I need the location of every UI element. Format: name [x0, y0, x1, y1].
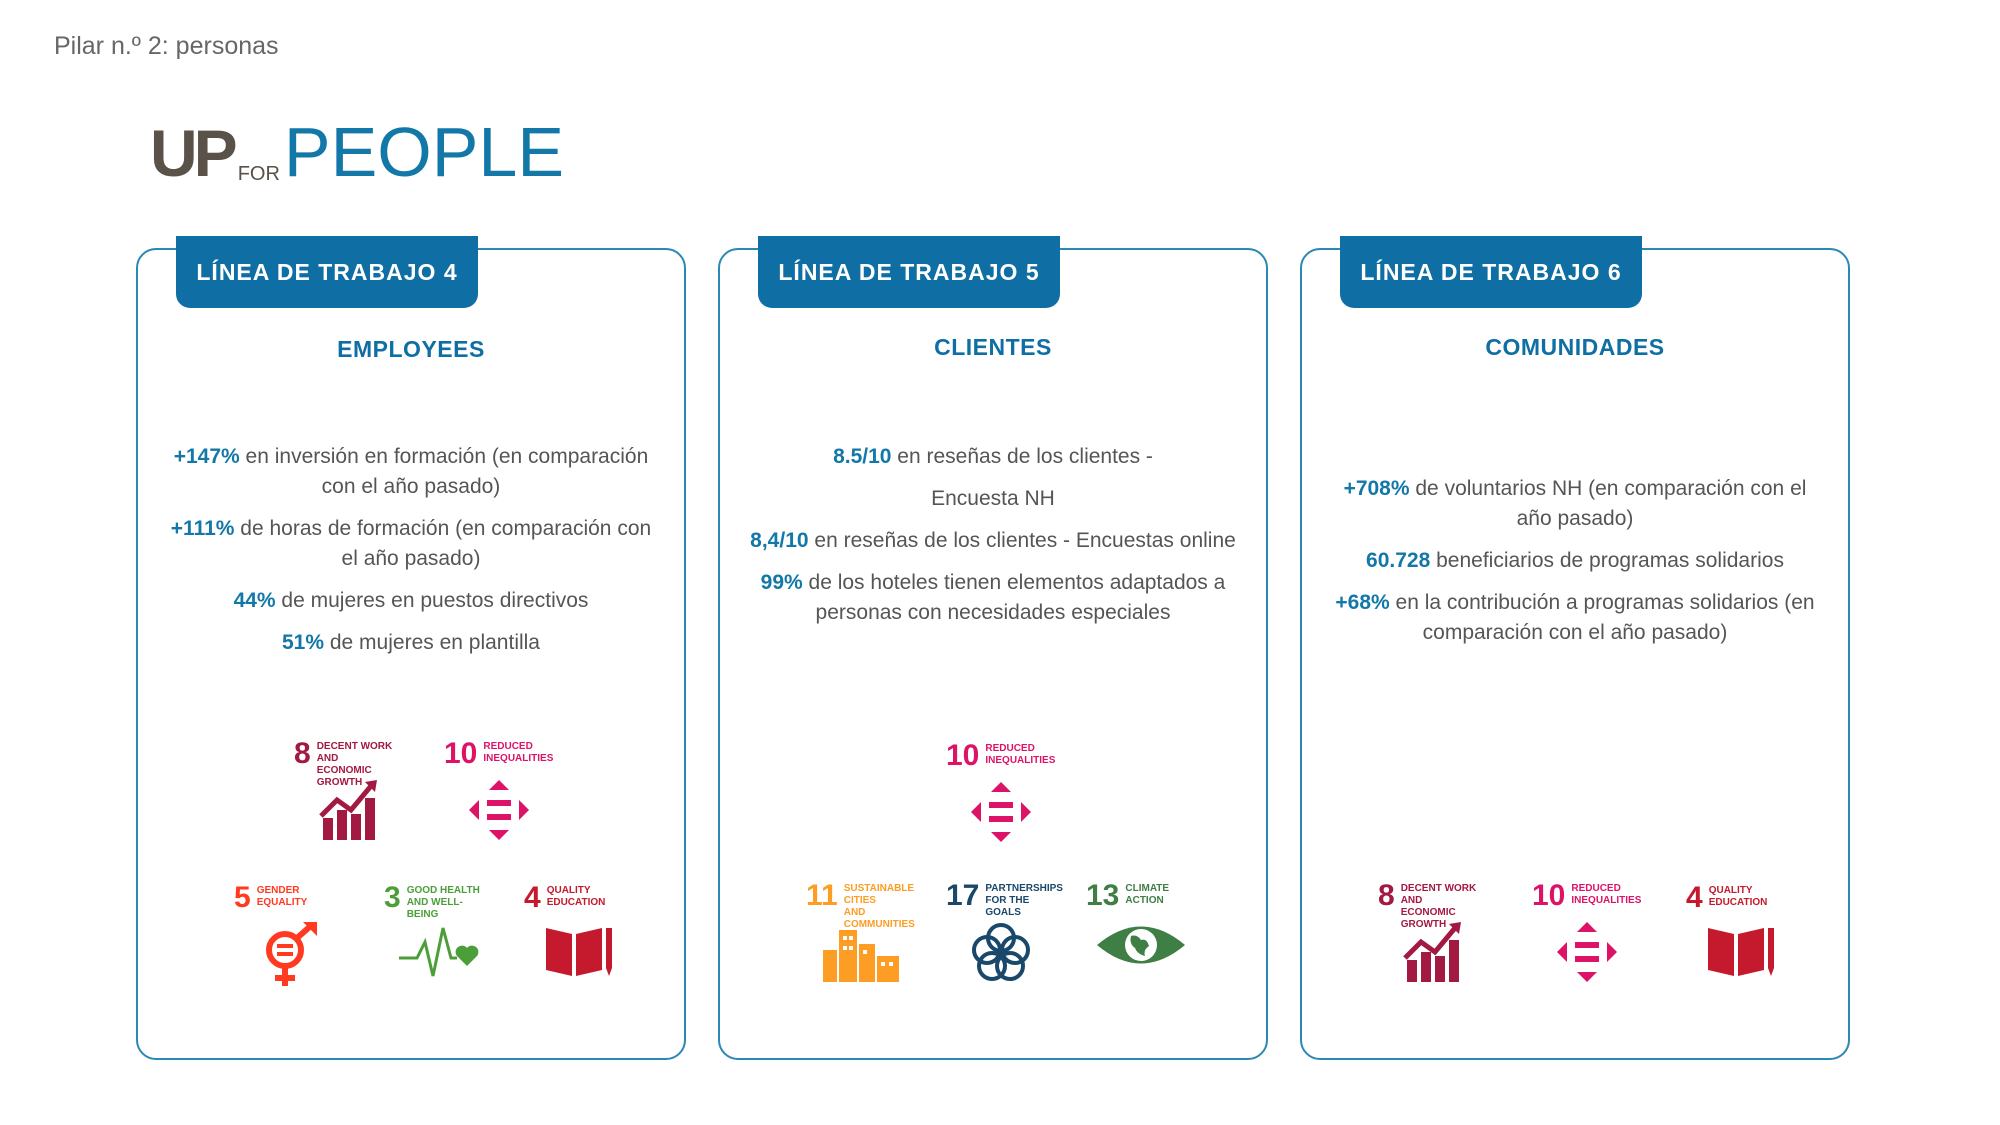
equality-arrows-icon [969, 780, 1033, 844]
sdg-11-sustainable-cities: 11 SUSTAINABLE CITIES AND COMMUNITIES [806, 880, 916, 1000]
card-tab: LÍNEA DE TRABAJO 6 [1340, 236, 1642, 308]
stats-list [750, 442, 1236, 640]
stat-value: 99% [760, 571, 803, 594]
stats-list [168, 442, 654, 670]
stats-list [1332, 474, 1818, 660]
stat-item [750, 526, 1236, 556]
sdg-4-quality-education: 4 QUALITY EDUCATION [1686, 882, 1796, 1002]
sdg-3-good-health: 3 GOOD HEALTH AND WELL-BEING [384, 882, 494, 1002]
stat-text: de los hoteles tienen elementos adaptados a personas con necesidades especiales [802, 571, 1226, 624]
card-title: COMUNIDADES [1485, 334, 1665, 360]
logo-people: PEOPLE [283, 113, 565, 191]
equality-arrows-icon [467, 778, 531, 842]
stat-text: de voluntarios NH (en comparación con el año pasado) [1409, 477, 1807, 530]
stat-item [168, 442, 654, 502]
stat-text: en la contribución a programas solidarios (en comparación con el año pasado) [1389, 591, 1815, 644]
stat-value: 44% [233, 589, 276, 612]
sdg-10-reduced-inequalities: 10 REDUCED INEQUALITIES [444, 738, 554, 858]
stat-item [750, 568, 1236, 628]
card-employees [136, 248, 686, 1060]
stat-value: +68% [1335, 591, 1390, 614]
stat-item [1332, 546, 1818, 576]
stat-text: en reseñas de los clientes - Encuestas online [808, 529, 1236, 552]
heartbeat-icon [397, 922, 481, 982]
stat-text: Encuesta NH [931, 487, 1055, 510]
card-title: CLIENTES [934, 334, 1052, 360]
book-pencil-icon [1706, 922, 1776, 978]
stat-item [168, 586, 654, 616]
stat-text: de horas de formación (en comparación con el año pasado) [234, 517, 652, 570]
stat-value: 8.5/10 [833, 445, 892, 468]
stat-item [1332, 474, 1818, 534]
stat-item [168, 628, 654, 658]
book-pencil-icon [544, 922, 614, 978]
stat-value: 8,4/10 [750, 529, 809, 552]
pilar-heading: Pilar n.º 2: personas [54, 32, 279, 60]
partnership-rings-icon [969, 920, 1033, 984]
stat-text: en reseñas de los clientes - [891, 445, 1153, 468]
stat-value: +708% [1343, 477, 1410, 500]
stat-value: 51% [282, 631, 325, 654]
stat-item [1332, 588, 1818, 648]
stat-item [168, 514, 654, 574]
stat-item [750, 442, 1236, 472]
card-title: EMPLOYEES [337, 336, 485, 362]
card-tab: LÍNEA DE TRABAJO 4 [176, 236, 478, 308]
gender-symbol-icon [259, 922, 319, 988]
stat-value: 60.728 [1366, 549, 1431, 572]
card-clientes [718, 248, 1268, 1060]
logo-for: FOR [237, 163, 280, 185]
stat-value: +111% [170, 517, 235, 540]
sdg-10-reduced-inequalities: 10 REDUCED INEQUALITIES [1532, 880, 1642, 1000]
stat-value: +147% [173, 445, 240, 468]
sdg-5-gender-equality: 5 GENDER EQUALITY [234, 882, 344, 1002]
stat-text: de mujeres en puestos directivos [275, 589, 589, 612]
earth-eye-icon [1095, 920, 1187, 970]
sdg-8-decent-work: 8 DECENT WORK AND ECONOMIC GROWTH [1378, 880, 1488, 1000]
sdg-17-partnerships: 17 PARTNERSHIPS FOR THE GOALS [946, 880, 1056, 1000]
stat-text: beneficiarios de programas solidarios [1430, 549, 1784, 572]
stat-text: en inversión en formación (en comparación con el año pasado) [239, 445, 649, 498]
equality-arrows-icon [1555, 920, 1619, 984]
sdg-8-decent-work: 8 DECENT WORK AND ECONOMIC GROWTH [294, 738, 404, 858]
card-tab: LÍNEA DE TRABAJO 5 [758, 236, 1060, 308]
sdg-10-reduced-inequalities: 10 REDUCED INEQUALITIES [946, 740, 1056, 860]
stat-item [750, 484, 1236, 514]
stat-text: de mujeres en plantilla [324, 631, 540, 654]
sdg-4-quality-education: 4 QUALITY EDUCATION [524, 882, 634, 1002]
logo-up: UP [150, 116, 234, 190]
sdg-13-climate-action: 13 CLIMATE ACTION [1086, 880, 1196, 1000]
up-for-people-logo [150, 113, 565, 198]
card-comunidades [1300, 248, 1850, 1060]
